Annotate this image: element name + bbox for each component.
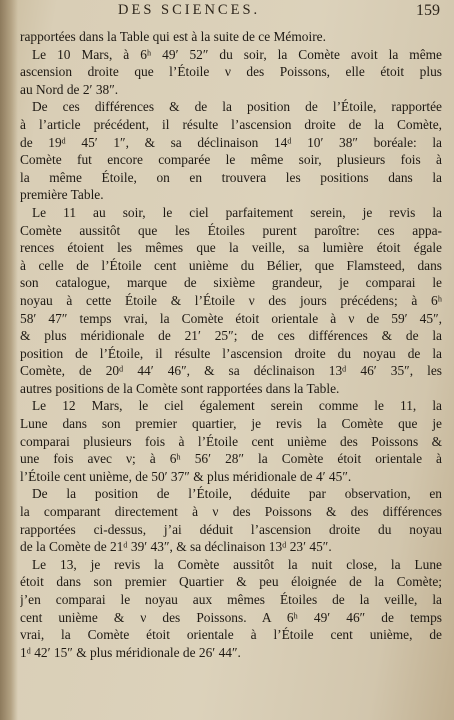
text-line: Comète fut encore comparée le même soir, plusieurs fois à: [20, 152, 442, 168]
page-header: [0, 2, 454, 24]
text-line: à l’article précédent, il résulte l’ascension droite de la Comète,: [20, 116, 442, 132]
text-line: Comète, de 20ᵈ 44′ 46″, & sa déclinaison 13ᵈ 46′ 35″, les: [20, 363, 442, 379]
text-line: une fois avec ν; à 6ʰ 56′ 28″ la Comète étoit orientale à: [20, 451, 442, 467]
text-line: au Nord de 2′ 38″.: [20, 81, 119, 97]
text-line: rapportées dans la Table qui est à la suite de ce Mémoire.: [20, 29, 326, 44]
text-line: autres positions de la Comète sont rapportées dans la Table.: [20, 380, 340, 396]
text-line: 58′ 47″ temps vrai, la Comète étoit orientale à ν de 59′ 45″,: [20, 310, 442, 326]
page-gutter-shadow: [0, 0, 18, 720]
text-line: première Table.: [20, 187, 104, 203]
text-line: vrai, la Comète étoit orientale à l’Étoile cent unième, de: [20, 627, 442, 643]
text-line: 1ᵈ 42′ 15″ & plus méridionale de 26′ 44″.: [20, 644, 241, 660]
text-line: j’en comparai le noyau aux mêmes Étoiles de la veille, la: [20, 592, 442, 607]
text-line: comparai plusieurs fois à l’Étoile cent unième des Poissons &: [20, 433, 442, 449]
text-line: de 19ᵈ 45′ 1″, & sa déclinaison 14ᵈ 10′ 38″ boréale: la: [20, 134, 442, 150]
body-text: [20, 28, 442, 661]
text-line: position de l’Étoile, il résulte l’ascension droite du noyau de la: [20, 345, 442, 361]
text-line: Le 10 Mars, à 6ʰ 49′ 52″ du soir, la Comète avoit la même: [32, 46, 442, 62]
text-line: étoit dans son premier Quartier & peu éloignée de la Comète;: [20, 574, 442, 590]
text-line: Comète aussitôt que les Étoiles purent paroître: ces appa-: [20, 222, 442, 238]
text-line: Le 11 au soir, le ciel parfaitement serein, je revis la: [32, 204, 442, 220]
text-line: son catalogue, marque de sixième grandeur, je comparai le: [20, 275, 442, 291]
text-line: & plus méridionale de 21′ 25″; de ces différences & de la: [20, 328, 442, 344]
text-line: De la position de l’Étoile, déduite par observation, en: [32, 486, 442, 502]
text-line: rapportées ci-dessus, j’ai déduit l’ascension droite du noyau: [20, 521, 442, 537]
text-line: de la Comète de 21ᵈ 39′ 43″, & sa déclinaison 13ᵈ 23′ 45″.: [20, 539, 332, 555]
text-line: De ces différences & de la position de l’Étoile, rapportée: [32, 99, 442, 115]
text-line: l’Étoile cent unième, de 50′ 37″ & plus méridionale de 4′ 45″.: [20, 468, 352, 484]
text-line: rences étoient les mêmes que la veille, sa lumière étoit égale: [20, 240, 442, 256]
text-line: Le 13, je revis la Comète aussitôt la nuit close, la Lune: [32, 556, 442, 572]
text-line: ascension droite que l’Étoile ν des Poissons, elle étoit plus: [20, 64, 442, 80]
text-line: Lune dans son premier quartier, je revis la Comète que je: [20, 416, 442, 432]
text-line: à celle de l’Étoile cent unième du Bélier, que Flamsteed, dans: [20, 257, 442, 273]
page-number: 159: [416, 2, 440, 19]
text-line: la même Étoile, on en trouvera les positions dans la: [20, 169, 442, 185]
text-line: Le 12 Mars, le ciel également serein comme le 11, la: [32, 398, 442, 414]
text-line: la comparant directement à ν des Poissons & des différences: [20, 504, 442, 520]
text-line: cent unième & ν des Poissons. A 6ʰ 49′ 46″ de temps: [20, 609, 442, 625]
running-title: DES SCIENCES.: [118, 2, 261, 18]
text-line: noyau à cette Étoile & l’Étoile ν des jours précédens; à 6ʰ: [20, 292, 442, 308]
